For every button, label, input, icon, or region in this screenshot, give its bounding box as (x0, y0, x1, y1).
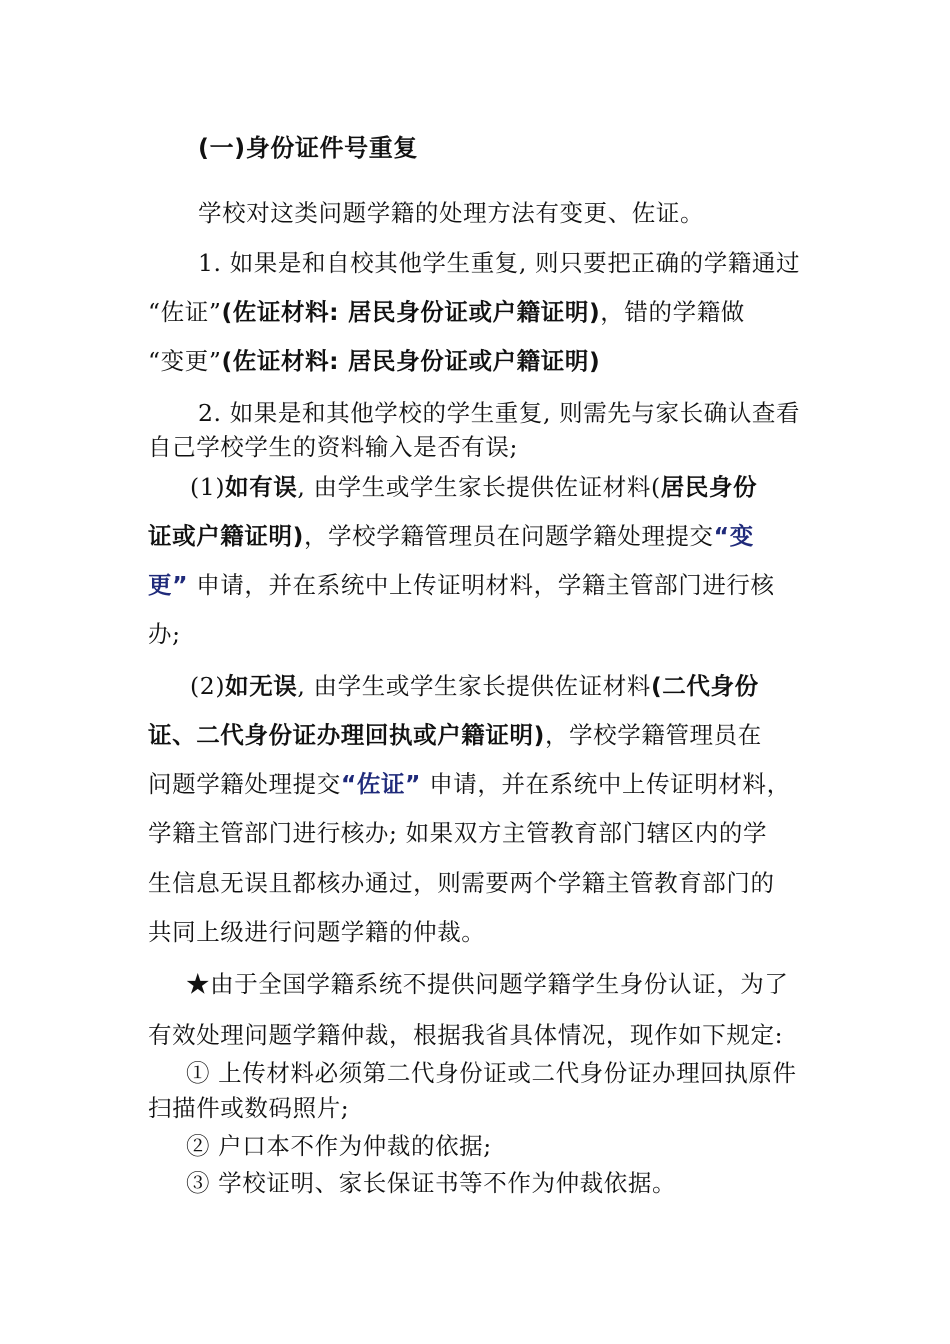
sub2-text: , 由学生或学生家长提供佐证材料 (297, 672, 651, 700)
rule-2: ② 户口本不作为仲裁的依据; (186, 1132, 492, 1160)
sub2-zuozheng-keyword: “佐证” (340, 770, 422, 798)
sub2-text-c: 问题学籍处理提交 (148, 770, 341, 798)
star-note-line1: ★由于全国学籍系统不提供问题学籍学生身份认证，为了 (186, 970, 789, 998)
sub1-change-keyword-b: 更” (148, 571, 189, 599)
sub2-line5: 生信息无误且都核办通过，则需要两个学籍主管教育部门的 (148, 869, 775, 897)
sub2-line4: 学籍主管部门进行核办; 如果双方主管教育部门辖区内的学 (148, 819, 768, 847)
sub1-material-a: 居民身份 (660, 473, 758, 501)
sub1-line4: 办; (148, 620, 181, 648)
sub2-number: (2) (190, 672, 226, 700)
section-heading: (一)身份证件号重复 (198, 134, 418, 162)
star-note-line2: 有效处理问题学籍仲裁，根据我省具体情况，现作如下规定: (148, 1021, 784, 1049)
intro-paragraph: 学校对这类问题学籍的处理方法有变更、佐证。 (198, 199, 705, 227)
sub2-material-a: (二代身份 (650, 672, 759, 700)
item1-line3 (148, 344, 808, 378)
item2-line2: 自己学校学生的资料输入是否有误; (148, 433, 519, 461)
sub2-line2 (148, 718, 808, 752)
sub2-material-b: 证、二代身份证办理回执或户籍证明) (148, 721, 545, 749)
evidence-material-1: (佐证材料: 居民身份证或户籍证明) (221, 298, 601, 326)
sub1-line2 (148, 519, 808, 553)
sub1-line1 (190, 470, 850, 504)
evidence-material-2: (佐证材料: 居民身份证或户籍证明) (221, 347, 601, 375)
sub2-line3 (148, 767, 808, 801)
sub1-text-c: 申请，并在系统中上传证明材料，学籍主管部门进行核 (196, 571, 775, 599)
item1-line2 (148, 295, 808, 329)
sub1-material-b: 证或户籍证明) (148, 522, 304, 550)
sub1-text: , 由学生或学生家长提供佐证材料( (297, 473, 661, 501)
rule-1-line2: 扫描件或数码照片; (148, 1094, 350, 1122)
sub1-keyword: 如有误 (225, 473, 298, 501)
item1-tail: ，错的学籍做 (600, 298, 745, 326)
sub1-change-keyword-a: “变 (713, 522, 754, 550)
rule-1-line1: ① 上传材料必须第二代身份证或二代身份证办理回执原件 (186, 1059, 797, 1087)
quote-zuozheng: “佐证” (148, 298, 222, 326)
sub2-line1 (190, 669, 850, 703)
item2-line1: 2. 如果是和其他学校的学生重复, 则需先与家长确认查看 (198, 399, 801, 427)
sub1-text-b: ，学校学籍管理员在问题学籍处理提交 (303, 522, 714, 550)
quote-biangeng: “变更” (148, 347, 222, 375)
rule-3: ③ 学校证明、家长保证书等不作为仲裁依据。 (186, 1169, 677, 1197)
sub2-text-d: 申请，并在系统中上传证明材料， (429, 770, 791, 798)
sub1-number: (1) (190, 473, 226, 501)
sub2-keyword: 如无误 (225, 672, 298, 700)
item1-line1: 1. 如果是和自校其他学生重复, 则只要把正确的学籍通过 (198, 249, 801, 277)
sub2-line6: 共同上级进行问题学籍的仲裁。 (148, 918, 486, 946)
sub2-text-b: ，学校学籍管理员在 (544, 721, 762, 749)
sub1-line3 (148, 568, 808, 602)
